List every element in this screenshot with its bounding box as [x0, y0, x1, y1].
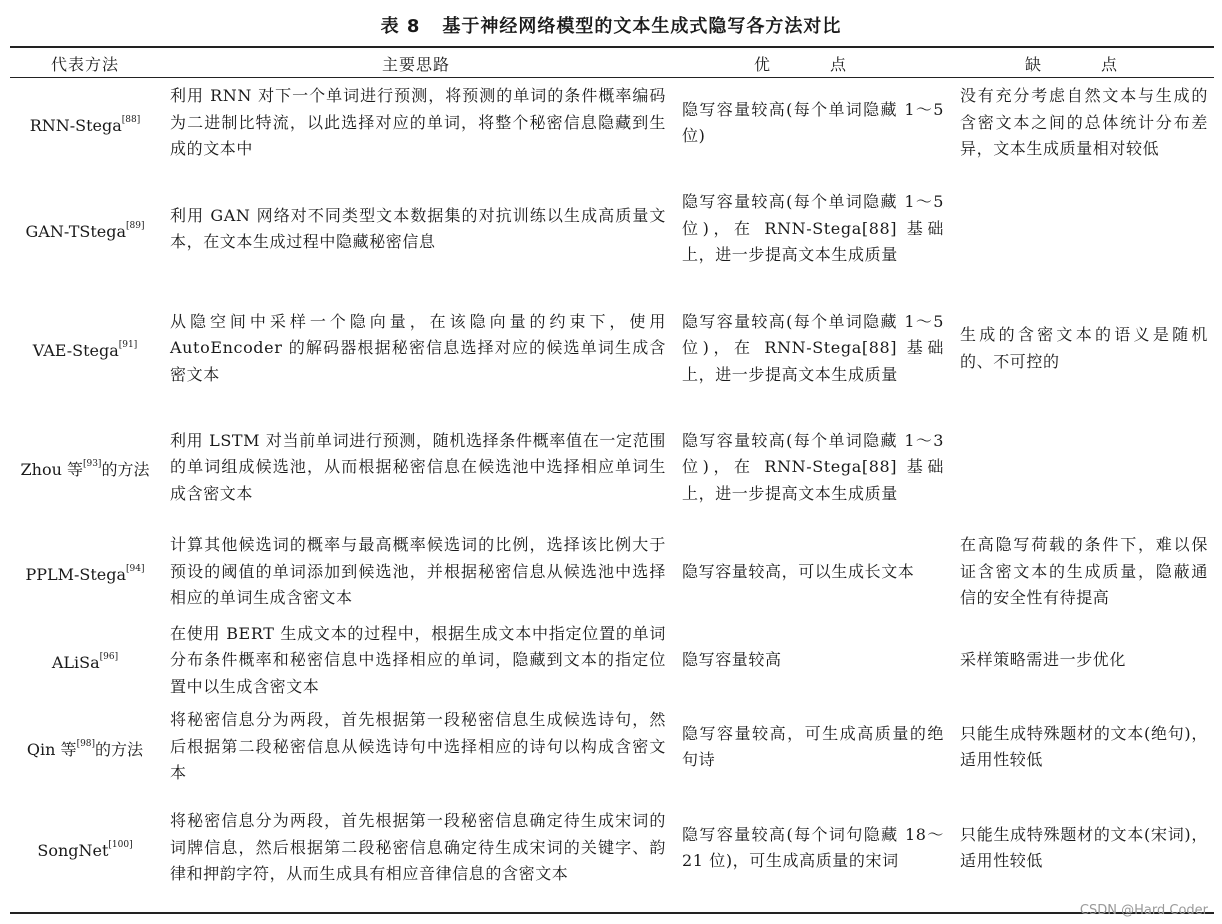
- cons-cell: [950, 169, 1214, 289]
- pros-cell: 隐写容量较高: [682, 650, 782, 670]
- header-idea: 主要思路: [381, 55, 450, 74]
- top-rule: [10, 46, 1214, 48]
- method-ref: [91]: [118, 340, 138, 351]
- method-cell: [10, 77, 160, 169]
- method-suffix: 的方法: [95, 739, 144, 759]
- method-name: VAE-Stega: [32, 341, 119, 361]
- method-name: RNN-Stega: [29, 115, 122, 135]
- pros-cell: 隐写容量较高，可生成高质量的绝句诗: [682, 723, 944, 769]
- method-name: GAN-TStega: [25, 221, 126, 241]
- header-cons: 缺 点: [1024, 55, 1139, 74]
- header-row: [10, 50, 1214, 77]
- pros-cell: 隐写容量较高，可以生成长文本: [682, 561, 915, 581]
- method-name: SongNet: [37, 840, 109, 860]
- method-ref: [98]: [76, 738, 96, 749]
- method-name: Qin 等: [26, 739, 77, 759]
- method-ref: [88]: [121, 114, 141, 125]
- method-cell: [10, 617, 160, 704]
- pros-cell: 隐写容量较高(每个单词隐藏 1～5 位)，在 RNN-Stega[88] 基础上，进一步提高文本生成质量: [682, 192, 944, 265]
- method-name: PPLM-Stega: [25, 564, 127, 584]
- header-method: 代表方法: [50, 55, 119, 74]
- table-row: [10, 408, 1214, 527]
- method-name: Zhou 等: [20, 460, 83, 480]
- method-suffix: 的方法: [101, 460, 150, 480]
- pros-cell: 隐写容量较高(每个单词隐藏 1～5 位): [682, 99, 944, 145]
- cons-cell: 没有充分考虑自然文本与生成的含密文本之间的总体统计分布差异，文本生成质量相对较低: [960, 86, 1208, 159]
- pros-cell: 隐写容量较高(每个单词隐藏 1～3 位)，在 RNN-Stega[88] 基础上，进一步提高文本生成质量: [682, 430, 944, 503]
- watermark: CSDN @Hard Coder: [1079, 903, 1208, 918]
- table-title: [0, 12, 1222, 38]
- table-row: [10, 169, 1214, 289]
- table-row: [10, 289, 1214, 408]
- idea-cell: 将秘密信息分为两段，首先根据第一段秘密信息生成候选诗句，然后根据第二段秘密信息从候选诗句中选择相应的诗句以构成含密文本: [170, 710, 666, 783]
- method-ref: [100]: [108, 839, 133, 850]
- table-row: [10, 790, 1214, 906]
- method-cell: [10, 408, 160, 527]
- idea-cell: 从隐空间中采样一个隐向量，在该隐向量的约束下，使用 AutoEncoder 的解码器根据秘密信息选择对应的候选单词生成含密文本: [170, 311, 666, 384]
- cons-cell: 只能生成特殊题材的文本(宋词)，适用性较低: [960, 824, 1208, 870]
- cons-cell: 生成的含密文本的语义是随机的、不可控的: [960, 325, 1208, 371]
- pros-cell: 隐写容量较高(每个单词隐藏 1～5 位)，在 RNN-Stega[88] 基础上，进一步提高文本生成质量: [682, 311, 944, 384]
- method-cell: [10, 527, 160, 617]
- table-row: [10, 617, 1214, 704]
- cons-cell: [950, 408, 1214, 527]
- method-cell: [10, 704, 160, 790]
- table-row: [10, 77, 1214, 169]
- method-cell: [10, 289, 160, 408]
- comparison-table: [10, 50, 1214, 906]
- idea-cell: 在使用 BERT 生成文本的过程中，根据生成文本中指定位置的单词分布条件概率和秘密信息中选择相应的单词，隐藏到文本的指定位置中以生成含密文本: [170, 623, 666, 696]
- idea-cell: 将秘密信息分为两段，首先根据第一段秘密信息确定待生成宋词的词牌信息，然后根据第二段秘密信息确定待生成宋词的关键字、韵律和押韵字符，从而生成具有相应音律信息的含密文本: [170, 811, 666, 884]
- cons-cell: 只能生成特殊题材的文本(绝句)，适用性较低: [960, 723, 1208, 769]
- table-row: [10, 704, 1214, 790]
- idea-cell: 利用 GAN 网络对不同类型文本数据集的对抗训练以生成高质量文本，在文本生成过程中隐藏秘密信息: [170, 205, 666, 251]
- method-cell: [10, 790, 160, 906]
- method-ref: [96]: [99, 652, 119, 663]
- idea-cell: 计算其他候选词的概率与最高概率候选词的比例，选择该比例大于预设的阈值的单词添加到候选池，并根据秘密信息从候选池中选择相应的单词生成含密文本: [170, 535, 666, 608]
- header-pros: 优 点: [753, 55, 868, 74]
- method-cell: [10, 169, 160, 289]
- method-ref: [93]: [82, 459, 102, 470]
- bottom-rule: [10, 912, 1214, 914]
- pros-cell: 隐写容量较高(每个词句隐藏 18～21 位)，可生成高质量的宋词: [682, 824, 944, 870]
- cons-cell: 在高隐写荷载的条件下，难以保证含密文本的生成质量，隐蔽通信的安全性有待提高: [960, 535, 1208, 608]
- table-row: [10, 527, 1214, 617]
- idea-cell: 利用 RNN 对下一个单词进行预测，将预测的单词的条件概率编码为二进制比特流，以此选择对应的单词，将整个秘密信息隐藏到生成的文本中: [170, 86, 666, 159]
- cons-cell: 采样策略需进一步优化: [960, 650, 1127, 670]
- table-caption: 基于神经网络模型的文本生成式隐写各方法对比: [442, 16, 842, 37]
- method-name: ALiSa: [51, 653, 100, 673]
- table-number: 表 8: [380, 16, 421, 37]
- method-ref: [89]: [126, 220, 145, 231]
- method-ref: [94]: [126, 563, 145, 574]
- idea-cell: 利用 LSTM 对当前单词进行预测，随机选择条件概率值在一定范围的单词组成候选池，从而根据秘密信息在候选池中选择相应单词生成含密文本: [170, 430, 666, 503]
